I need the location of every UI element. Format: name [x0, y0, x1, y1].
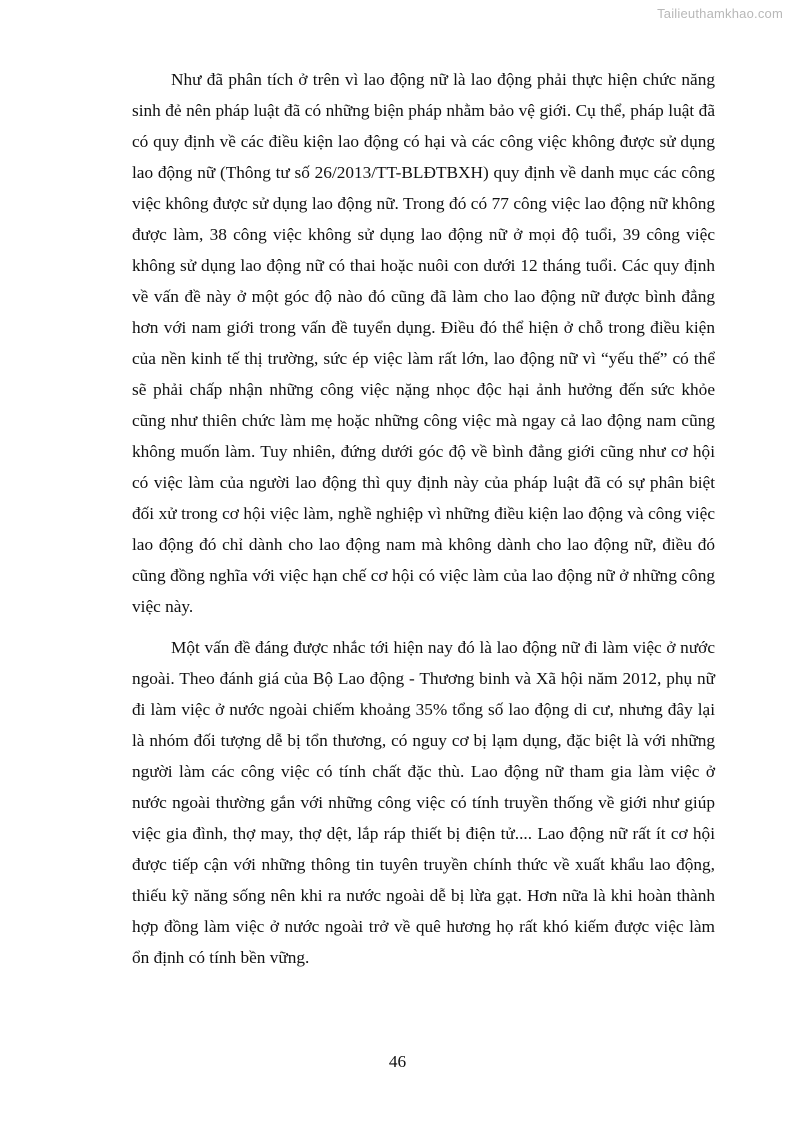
paragraph: Như đã phân tích ở trên vì lao động nữ là lao động phải thực hiện chức năng sinh đẻ nên pháp luật đã có những biện pháp nhằm bảo vệ giới. Cụ thể, pháp luật đã có quy định về các điều kiện lao động có hại và các công việc không được sử dụng lao động nữ (Thông tư số 26/2013/TT-BLĐTBXH) quy định về danh mục các công việc không được sử dụng lao động nữ. Trong đó có 77 công việc lao động nữ không được làm, 38 công việc không sử dụng lao động nữ ở mọi độ tuổi, 39 công việc không sử dụng lao động nữ có thai hoặc nuôi con dưới 12 tháng tuổi. Các quy định về vấn đề này ở một góc độ nào đó cũng đã làm cho lao động nữ được bình đẳng hơn với nam giới trong vấn đề tuyển dụng. Điều đó thể hiện ở chỗ trong điều kiện của nền kinh tế thị trường, sức ép việc làm rất lớn, lao động nữ vì “yếu thế” có thể sẽ phải chấp nhận những công việc nặng nhọc độc hại ảnh hưởng đến sức khỏe cũng như thiên chức làm mẹ hoặc những công việc mà ngay cả lao động nam cũng không muốn làm. Tuy nhiên, đứng dưới góc độ về bình đẳng giới cũng như cơ hội có việc làm của người lao động thì quy định này của pháp luật đã có sự phân biệt đối xử trong cơ hội việc làm, nghề nghiệp vì những điều kiện lao động và công việc lao động đó chỉ dành cho lao động nam mà không dành cho lao động nữ, điều đó cũng đồng nghĩa với việc hạn chế cơ hội có việc làm của lao động nữ ở những công việc này.: [132, 70, 715, 616]
watermark: Tailieuthamkhao.com: [657, 6, 783, 21]
document-body: [132, 64, 715, 973]
page-number: 46: [388, 1052, 407, 1071]
paragraph: Một vấn đề đáng được nhắc tới hiện nay đó là lao động nữ đi làm việc ở nước ngoài. Theo đánh giá của Bộ Lao động - Thương binh và Xã hội năm 2012, phụ nữ đi làm việc ở nước ngoài chiếm khoảng 35% tổng số lao động di cư, nhưng đây lại là nhóm đối tượng dễ bị tổn thương, có nguy cơ bị lạm dụng, đặc biệt là với những người làm các công việc có tính chất đặc thù. Lao động nữ tham gia làm việc ở nước ngoài thường gắn với những công việc có tính truyền thống về giới như giúp việc gia đình, thợ may, thợ dệt, lắp ráp thiết bị điện tử.... Lao động nữ rất ít cơ hội được tiếp cận với những thông tin tuyên truyền chính thức về xuất khẩu lao động, thiếu kỹ năng sống nên khi ra nước ngoài dễ bị lừa gạt. Hơn nữa là khi hoàn thành hợp đồng làm việc ở nước ngoài trở về quê hương họ rất khó kiếm được việc làm ổn định có tính bền vững.: [132, 638, 715, 967]
